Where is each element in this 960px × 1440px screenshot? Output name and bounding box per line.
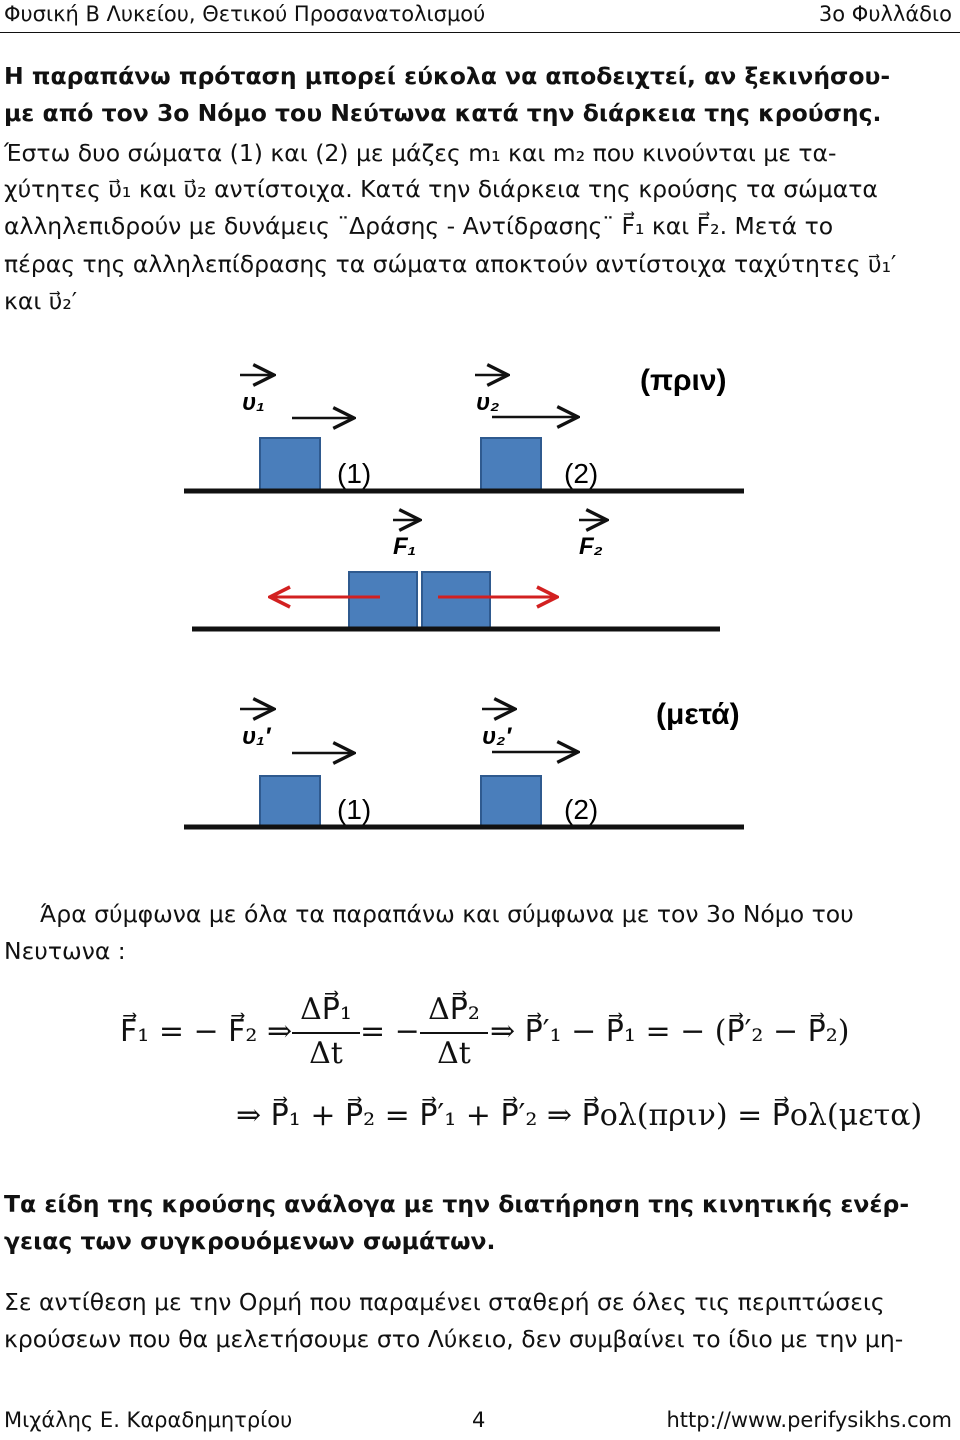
equation-1-fraction-1-numerator: ΔP⃗₁	[300, 992, 352, 1027]
body1-label: (1)	[337, 458, 372, 489]
v1-label: υ₁	[242, 389, 265, 416]
body1-label-after: (1)	[337, 794, 372, 825]
paragraph2-line-1: Άρα σύμφωνα με όλα τα παραπάνω και σύμφωνα με τον 3ο Νόμο του	[40, 900, 854, 928]
section-heading-line-2: γειας των συγκρουόμενων σωμάτων.	[4, 1227, 496, 1255]
paragraph3-line-1: Σε αντίθεση με την Ορμή που παραμένει σταθερή σε όλες τις περιπτώσεις	[4, 1288, 885, 1316]
block-2-contact	[422, 572, 490, 628]
paragraph1-line-5: και υ⃗₂′	[4, 287, 78, 315]
equation-1-fraction-1-denominator: Δt	[309, 1036, 343, 1071]
equation-1-fraction-2-numerator: ΔP⃗₂	[428, 992, 480, 1027]
v2-prime-label: υ₂′	[482, 723, 512, 750]
body2-label-after: (2)	[564, 794, 599, 825]
footer-author: Μιχάλης Ε. Καραδημητρίου	[4, 1408, 293, 1432]
v2-label: υ₂	[476, 389, 500, 416]
fraction-bar-1	[292, 1032, 360, 1034]
header-course-title: Φυσική Β Λυκείου, Θετικού Προσανατολισμού	[4, 2, 486, 26]
running-header	[0, 0, 960, 40]
header-rule	[0, 32, 960, 33]
paragraph1-line-1: Έστω δυο σώματα (1) και (2) με μάζες m₁ και m₂ που κινούνται με τα-	[4, 139, 837, 167]
header-booklet-number: 3ο Φυλλάδιο	[818, 2, 952, 26]
intro-bold-line-2: με από τον 3ο Νόμο του Νεύτωνα κατά την διάρκεια της κρούσης.	[4, 99, 882, 127]
equation-1-fraction-2-denominator: Δt	[437, 1036, 471, 1071]
section-heading-line-1: Τα είδη της κρούσης ανάλογα με την διατήρηση της κινητικής ενέρ-	[4, 1190, 910, 1218]
fraction-bar-2	[420, 1032, 488, 1034]
before-label: (πριν)	[640, 364, 727, 397]
f1-label: F₁	[393, 533, 417, 560]
during-scene	[192, 520, 720, 629]
f2-label: F₂	[579, 533, 603, 560]
block-1	[260, 438, 320, 490]
block-1-contact	[349, 572, 417, 628]
after-label: (μετά)	[656, 698, 740, 731]
body2-label: (2)	[564, 458, 599, 489]
block-2-after	[481, 776, 541, 826]
block-2	[481, 438, 541, 490]
footer-url[interactable]: http://www.perifysikhs.com	[666, 1408, 952, 1432]
equation-1-rhs: ⇒ P⃗′₁ − P⃗₁ = − (P⃗′₂ − P⃗₂)	[490, 1014, 850, 1049]
before-scene	[184, 364, 744, 491]
paragraph1-line-3: αλληλεπιδρούν με δυνάμεις ¨Δράσης - Αντίδρασης¨ F⃗₁ και F⃗₂. Μετά το	[4, 212, 834, 240]
footer-page-number: 4	[472, 1408, 486, 1432]
equation-1-lhs: F⃗₁ = − F⃗₂ ⇒	[120, 1014, 293, 1049]
paragraph2-line-2: Νευτωνα :	[4, 937, 126, 965]
after-scene	[184, 698, 744, 827]
equation-1-middle: = −	[360, 1014, 420, 1049]
paragraph1-line-2: χύτητες υ⃗₁ και υ⃗₂ αντίστοιχα. Κατά την διάρκεια της κρούσης τα σώματα	[4, 175, 878, 203]
paragraph1-line-4: πέρας της αλληλεπίδρασης τα σώματα αποκτούν αντίστοιχα ταχύτητες υ⃗₁′	[4, 250, 897, 278]
paragraph3-line-2: κρούσεων που θα μελετήσουμε στο Λύκειο, δεν συμβαίνει το ίδιο με την μη-	[4, 1325, 904, 1353]
v1-prime-label: υ₁′	[242, 723, 271, 750]
intro-bold-line-1: Η παραπάνω πρόταση μπορεί εύκολα να αποδειχτεί, αν ξεκινήσου-	[4, 62, 891, 90]
block-1-after	[260, 776, 320, 826]
collision-diagram	[0, 340, 960, 860]
equation-2: ⇒ P⃗₁ + P⃗₂ = P⃗′₁ + P⃗′₂ ⇒ P⃗ολ(πριν) = P⃗ολ(μετα)	[236, 1098, 923, 1133]
